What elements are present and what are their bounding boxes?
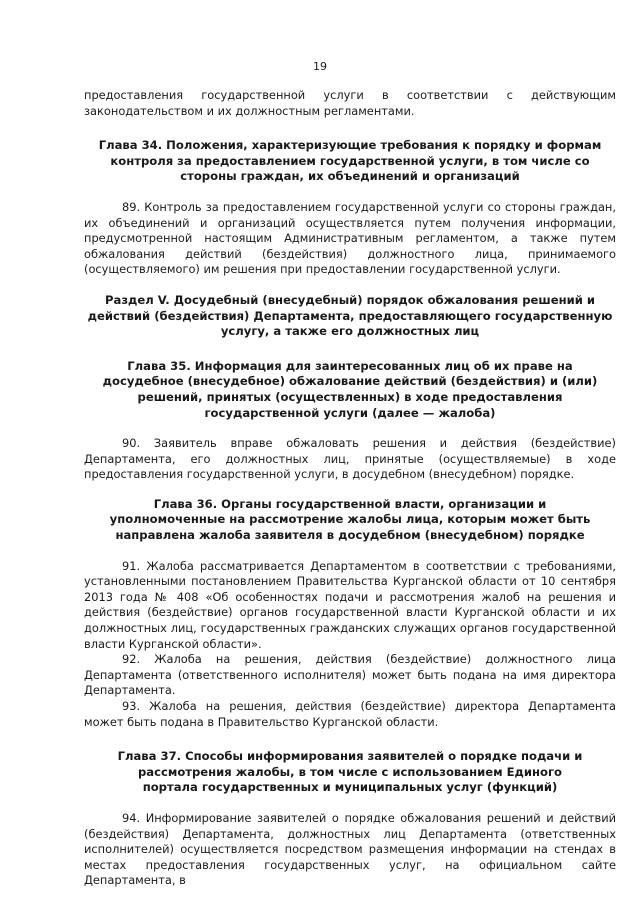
paragraph-91: 91. Жалоба рассматривается Департаментом в соответствии с требованиями, установленными постановлением Правительства Курганской области от 10 сентября 2013 года № 408 «Об особенностях подачи и рассмотрения жалоб на решения и действия (бездействие) органов государственной власти Курганской области и их должностных лиц, государственных гражданских служащих органов государственной власти Курганской области». xyxy=(84,558,616,651)
paragraph-90: 90. Заявитель вправе обжаловать решения и действия (бездействие) Департамента, его должностных лиц, принятые (осуществляемые) в ходе предоставления государственной услуги, в досудебном (внесудебном) порядке. xyxy=(84,436,616,482)
page-number: 19 xyxy=(313,60,327,73)
section-5-heading: Раздел V. Досудебный (внесудебный) порядок обжалования решений и действий (бездействия) Департамента, предоставляющего государственную услугу, а также его должностных лиц xyxy=(87,292,613,339)
chapter-36-heading: Глава 36. Органы государственной власти, организации и уполномоченные на рассмотрение жалобы лица, которым может быть направлена жалоба заявителя в досудебном (внесудебном) порядке xyxy=(109,496,591,543)
intro-paragraph: предоставления государственной услуги в соответствии с действующим законодательством и их должностным регламентами. xyxy=(84,88,616,118)
document-body xyxy=(84,88,616,889)
paragraph-92: 92. Жалоба на решения, действия (бездействие) должностного лица Департамента (ответственного исполнителя) может быть подана на имя директора Департамента. xyxy=(84,652,616,698)
paragraph-93: 93. Жалоба на решения, действия (бездействие) директора Департамента может быть подана в Правительство Курганской области. xyxy=(84,699,616,729)
chapter-37-heading: Глава 37. Способы информирования заявителей о порядке подачи и рассмотрения жалобы, в том числе с использованием Единого портала государственных и муниципальных услуг (функций) xyxy=(117,749,583,795)
paragraph-89: 89. Контроль за предоставлением государственной услуги со стороны граждан, их объединений и организаций осуществляется путем получения информации, предусмотренной настоящим Административным регламентом, а также путем обжалования действий (бездействия) должностного лица, принимаемого (осуществляемого) им решения при предоставлении государственной услуги. xyxy=(84,199,616,277)
chapter-34-heading: Глава 34. Положения, характеризующие требования к порядку и формам контроля за предоставлением государственной услуги, в том числе со стороны граждан, их объединений и организаций xyxy=(98,138,602,184)
paragraph-94: 94. Информирование заявителей о порядке обжалования решений и действий (бездействия) Департамента, должностных лиц Департамента (ответственных исполнителей) осуществляется посредством размещения информации на стендах в местах предоставления государственных услуг, на официальном сайте Департамента, в xyxy=(84,810,616,888)
chapter-35-heading: Глава 35. Информация для заинтересованных лиц об их праве на досудебное (внесудебное) обжалование действий (бездействия) и (или) решений, принятых (осуществленных) в ходе предоставления государственной услуги (далее — жалоба) xyxy=(102,358,598,420)
